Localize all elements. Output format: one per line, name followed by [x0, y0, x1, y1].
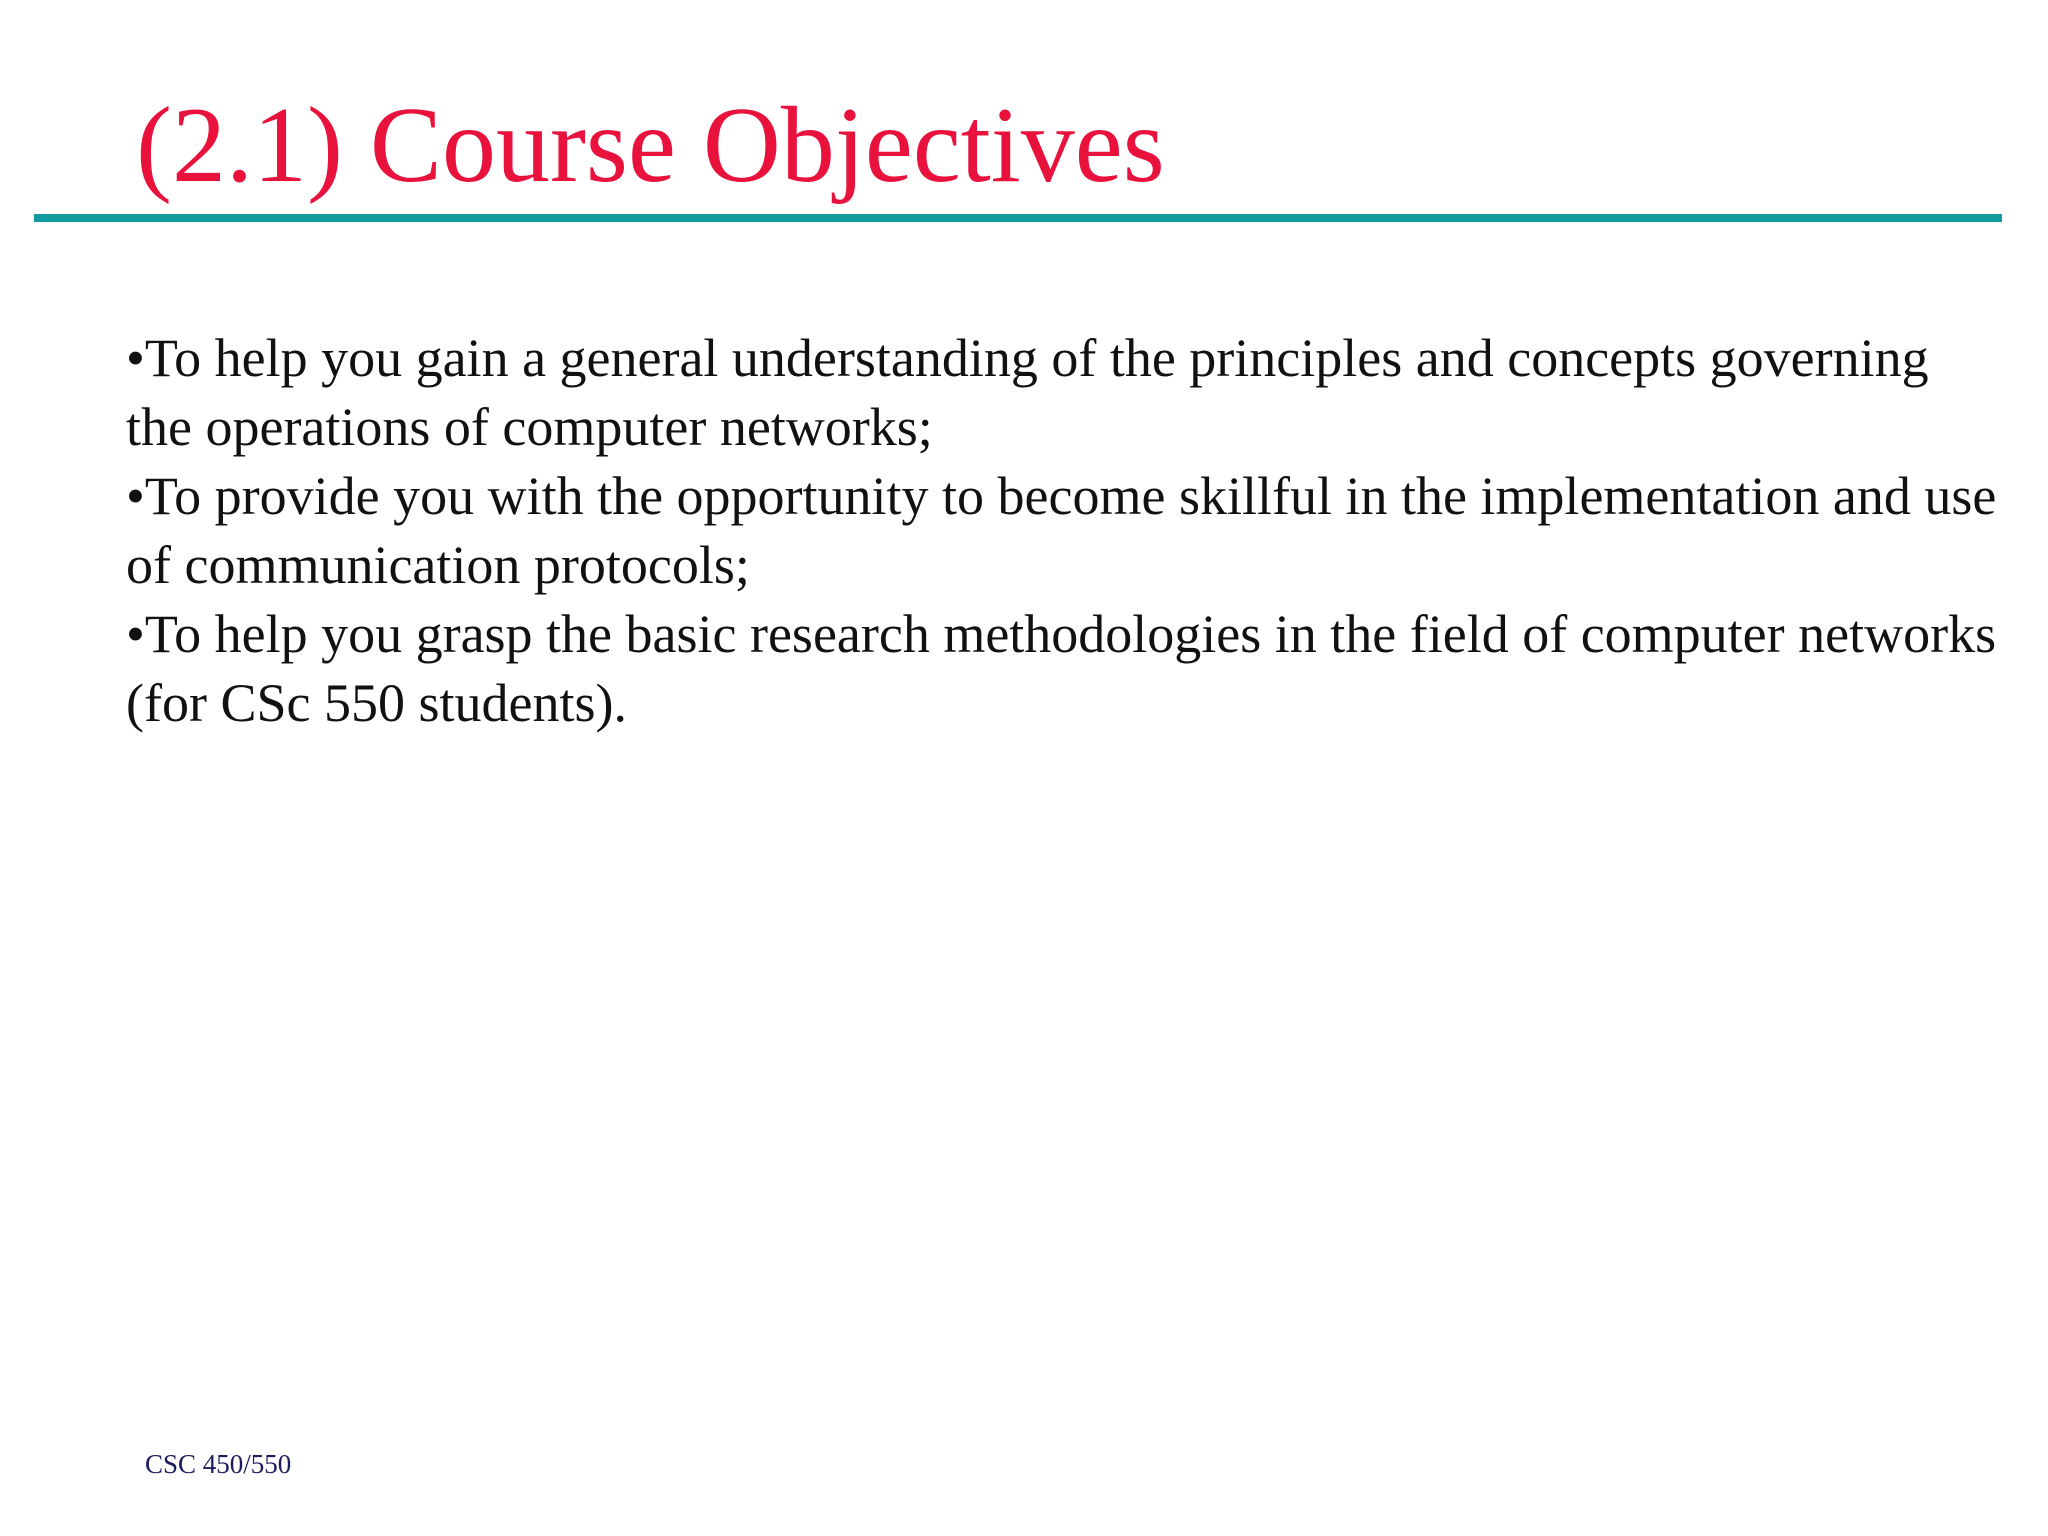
objective-item [126, 600, 2006, 738]
objective-item [126, 462, 2006, 600]
objective-text: To help you gain a general understanding of the principles and concepts governing the operations of computer networks; [126, 328, 1929, 457]
bullet-icon: • [126, 328, 145, 388]
objective-item [126, 324, 2006, 462]
title-divider [34, 214, 2002, 222]
bullet-icon: • [126, 604, 145, 664]
objective-text: To provide you with the opportunity to become skillful in the implementation and use of communication protocols; [126, 466, 1997, 595]
objective-text: To help you grasp the basic research methodologies in the field of computer networks (for CSc 550 students). [126, 604, 1997, 733]
objectives-list [126, 324, 2006, 738]
bullet-icon: • [126, 466, 145, 526]
course-footer: CSC 450/550 [145, 1449, 292, 1479]
slide-title: (2.1) Course Objectives [136, 86, 1165, 205]
